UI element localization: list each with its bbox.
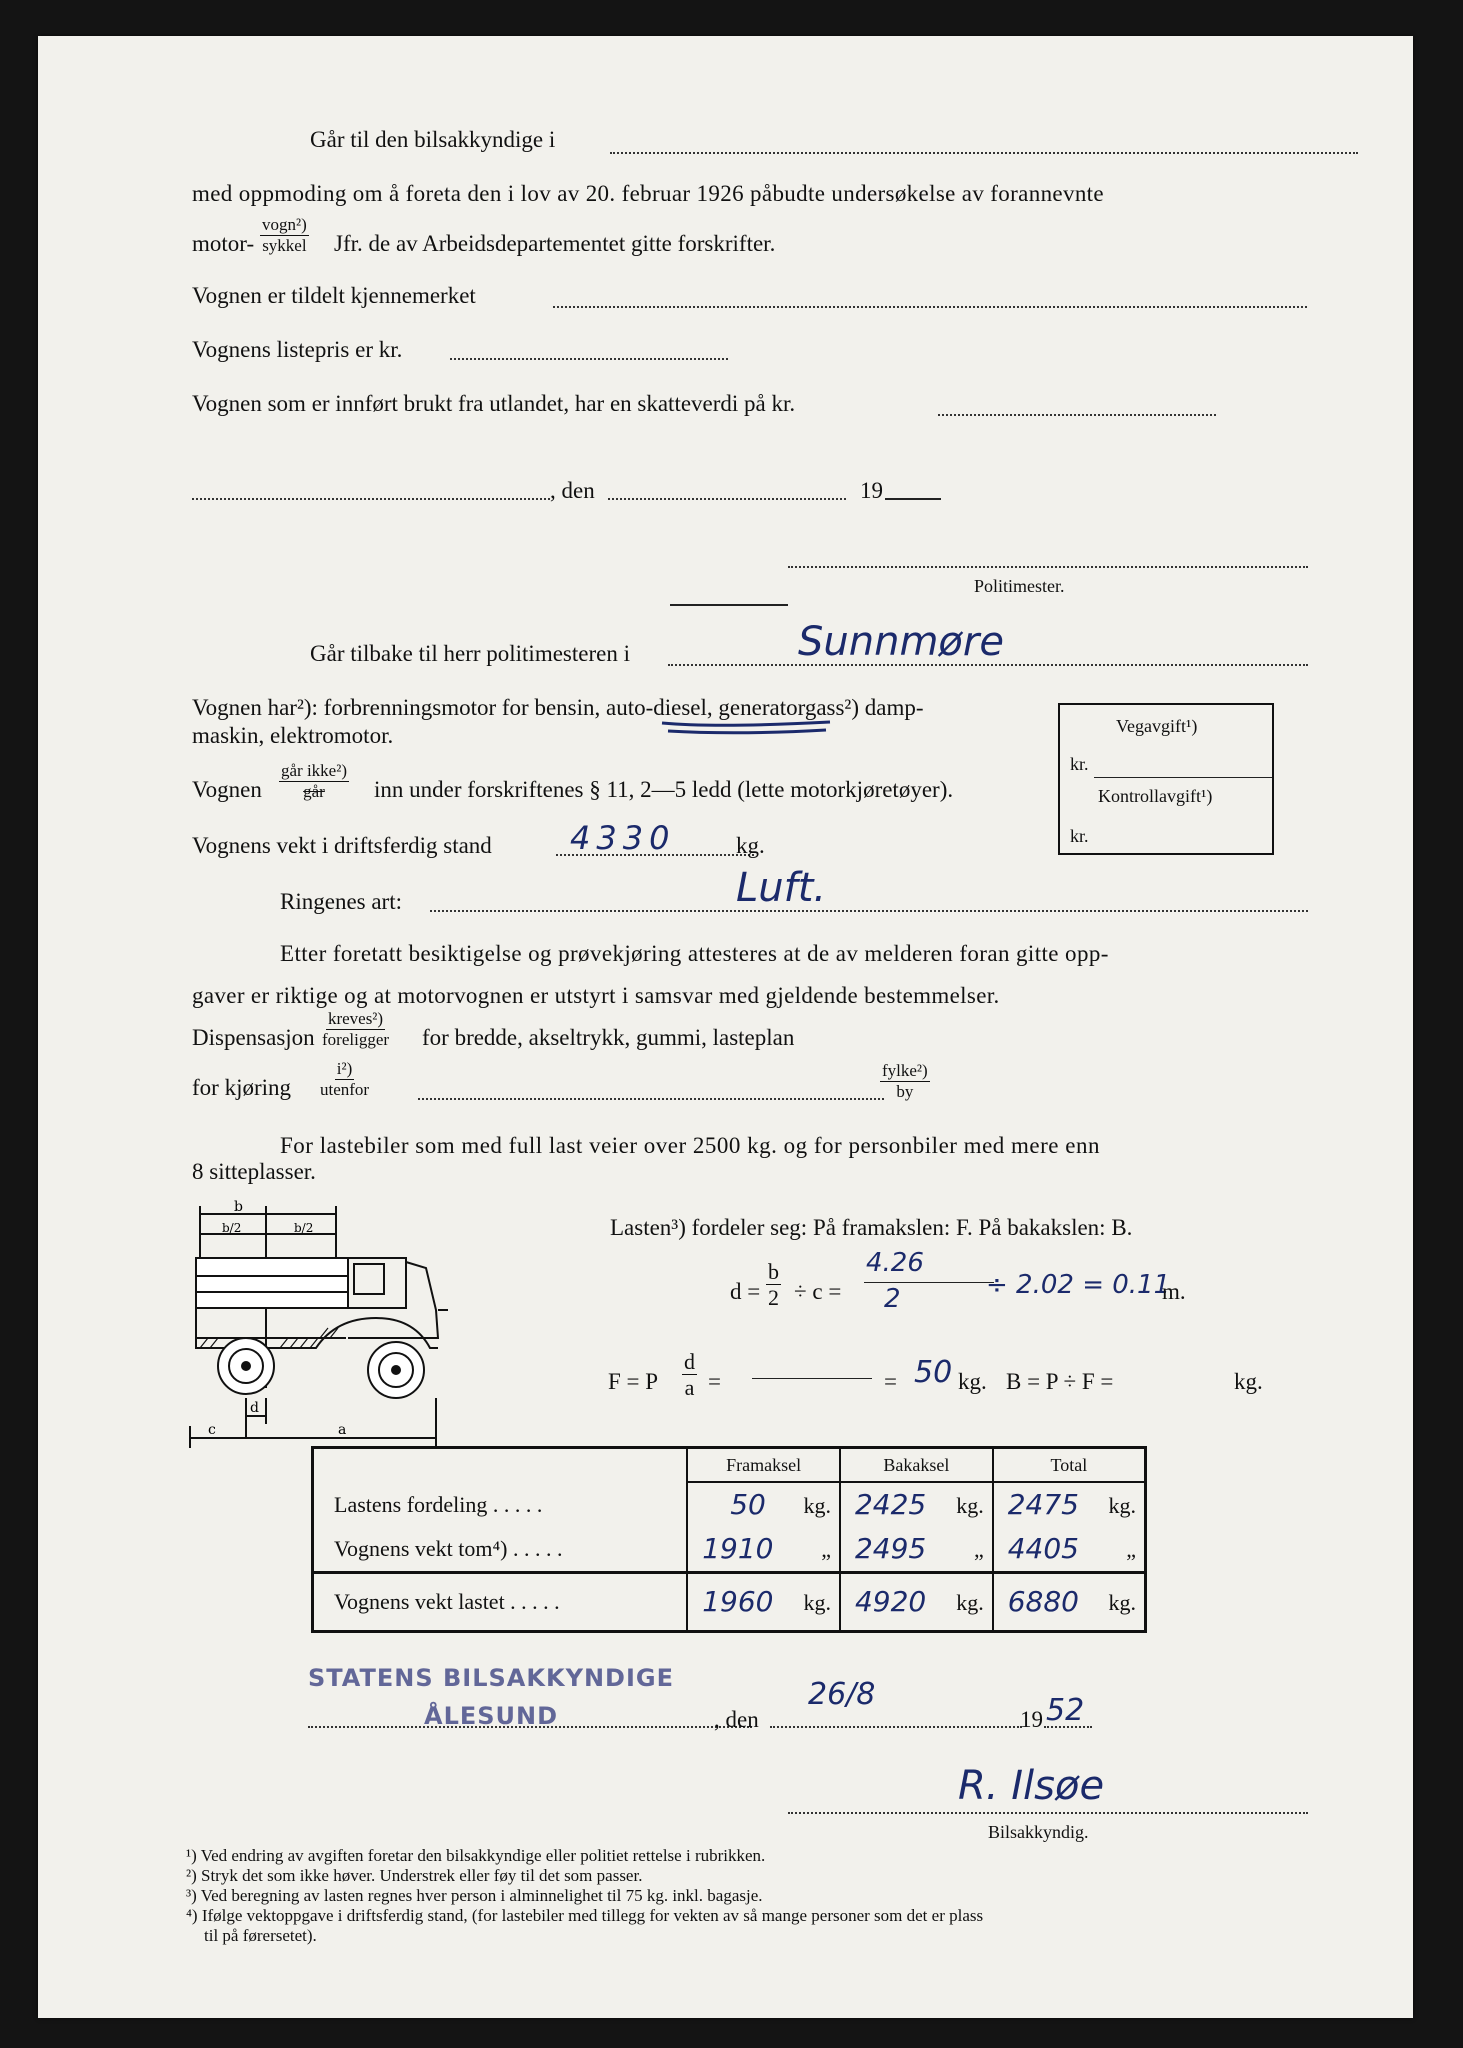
F-value: 50 [914,1355,953,1390]
cell-unit: „ [1126,1537,1136,1562]
skatteverdi-field[interactable] [938,414,1216,416]
b-over-2: $\frac{b}{2}$ [768,1259,779,1311]
tyre-field[interactable] [430,910,1308,912]
request-text: med oppmoding om å foreta den i lov av 20. februar 1926 påbudte undersøkelse av forannevnte [192,181,1104,206]
F-eq-sign: = [708,1369,721,1394]
signoff-year-value: 52 [1046,1693,1085,1728]
bilsakkyndig-label: Bilsakkyndig. [988,1822,1089,1842]
row-label: Vognens vekt lastet . . . . . [313,1573,688,1632]
load-table [311,1446,1147,1633]
signoff-year-field[interactable] [1044,1726,1092,1728]
cell-value[interactable]: 2475 [1007,1488,1079,1521]
inspector-signature: R. Ilsøe [958,1763,1105,1809]
inspector-signature-line[interactable] [788,1812,1308,1814]
B-equals: B = P ÷ F = [1006,1369,1114,1394]
engine-type-text: Vognen har²): forbrenningsmotor for bensin, auto-diesel, generatorgass²) damp- [192,695,924,720]
meter-unit: m. [1162,1279,1186,1304]
section-divider [670,604,788,606]
dim-half-b-left: b/2 [222,1221,242,1235]
d-over-a: $\frac{d}{a}$ [684,1349,695,1401]
kontrollavgift-kr: kr. [1070,826,1089,846]
dim-a: a [338,1422,347,1438]
hw-d-result: ÷ 2.02 = 0.11 [986,1270,1171,1300]
goes-back-value: Sunnmøre [798,619,1004,665]
row-label: Lastens fordeling . . . . . [313,1482,688,1527]
footnote-4: ⁴) Ifølge vektoppgave i driftsferdig stand, (for lastebiler med tillegg for vekten av så mange personer som det er plass [186,1906,984,1925]
hw-b-value: 4.26 [866,1248,924,1278]
politimester-label: Politimester. [974,576,1065,596]
cell-unit: kg. [803,1493,831,1518]
minus-c: ÷ c = [794,1279,842,1304]
row-label: Vognens vekt tom⁴) . . . . . [313,1527,688,1573]
F-fraction-line [752,1378,872,1379]
cell-value[interactable]: 50 [730,1488,766,1521]
engine-type-text-2: maskin, elektromotor. [192,723,394,748]
dim-b: b [234,1199,243,1215]
signoff-year-prefix: 19 [1020,1707,1043,1732]
date-field[interactable] [608,498,846,500]
truck-diagram [186,1198,606,1448]
cell-value[interactable]: 2495 [854,1532,927,1565]
header-total: Total [993,1448,1146,1483]
motor-fraction: vogn²) sykkel [262,215,307,255]
dim-half-b-right: b/2 [294,1221,314,1235]
vegavgift-label: Vegavgift¹) [1116,716,1198,736]
weight-label: Vognens vekt i driftsferdig stand [192,833,492,858]
header-front-axle: Framaksel [687,1448,840,1483]
vegavgift-field[interactable] [1094,777,1272,778]
footnote-3: ³) Ved beregning av lasten regnes hver person i alminnelighet til 75 kg. inkl. bagasje. [186,1886,763,1905]
signoff-den: , den [714,1707,759,1732]
listepris-field[interactable] [450,358,728,360]
light-vehicle-prefix: Vognen [192,777,262,802]
vegavgift-kr: kr. [1070,754,1089,774]
cell-unit: kg. [803,1590,831,1615]
B-unit: kg. [1234,1369,1263,1394]
tyre-value: Luft. [736,865,827,911]
form-page [38,36,1413,2018]
signoff-date-value: 26/8 [808,1677,876,1712]
cell-unit: kg. [1108,1493,1136,1518]
table-row [313,1482,1146,1527]
dim-c: c [208,1422,216,1438]
weight-value: 4330 [570,819,676,857]
dispensation-fraction: kreves²) foreligger [322,1009,390,1049]
county-fraction: fylke²) by [882,1061,928,1101]
attest-text-1: Etter foretatt besiktigelse og prøvekjøring attesteres at de av melderen foran gitte opp- [280,941,1109,966]
header-rear-axle: Bakaksel [840,1448,993,1483]
truck-text-2: 8 sitteplasser. [192,1159,316,1184]
kjennemerke-field[interactable] [553,306,1307,308]
cell-value[interactable]: 2425 [854,1488,927,1521]
skatteverdi-label: Vognen som er innført brukt fra utlandet, har en skatteverdi på kr. [192,391,796,416]
listepris-label: Vognens listepris er kr. [192,337,403,362]
cell-unit: „ [821,1537,831,1562]
dispensation-suffix: for bredde, akseltrykk, gummi, lasteplan [422,1025,795,1050]
year-field[interactable] [885,498,941,500]
cell-unit: kg. [1108,1590,1136,1615]
light-vehicle-fraction: går ikke²) går [281,761,347,801]
goes-back-label: Går tilbake til herr politimesteren i [310,641,630,666]
cell-value[interactable]: 1960 [702,1585,774,1618]
goes-to-label: Går til den bilsakkyndige i [310,127,556,152]
office-stamp: STATENS BILSAKKYNDIGE [308,1664,674,1692]
table-row [313,1573,1146,1632]
cell-value[interactable]: 4405 [1007,1532,1079,1565]
table-row [313,1527,1146,1573]
hw-fraction-line [864,1282,994,1283]
d-equals: d = [730,1279,761,1304]
F-eq-sign-2: = [884,1369,897,1394]
dim-d: d [250,1400,259,1416]
light-vehicle-suffix: inn under forskriftenes § 11, 2—5 ledd (lette motorkjøretøyer). [374,777,954,802]
footnote-1: ¹) Ved endring av avgiften foretar den bilsakkyndige eller politiet rettelse i rubrikken. [186,1846,766,1865]
hw-b-denominator: 2 [884,1284,901,1314]
F-unit: kg. [958,1369,987,1394]
kjennemerke-label: Vognen er tildelt kjennemerket [192,283,476,308]
goes-to-field[interactable] [610,152,1358,154]
driving-field[interactable] [418,1098,884,1100]
cell-unit: „ [973,1537,984,1562]
fee-box [1058,703,1274,855]
driving-fraction: i²) utenfor [320,1059,370,1099]
cell-unit: kg. [956,1493,984,1518]
footnote-4-cont: til på førersetet). [204,1926,317,1945]
load-distribution-text: Lasten³) fordeler seg: På framakslen: F. På bakakslen: B. [610,1215,1133,1240]
driving-prefix: for kjøring [192,1075,292,1100]
cell-value[interactable]: 4920 [854,1585,927,1618]
year-prefix: 19 [860,478,883,503]
motor-prefix: motor- [192,231,255,256]
signoff-date-field[interactable] [770,1726,1022,1728]
kontrollavgift-label: Kontrollavgift¹) [1098,786,1213,806]
attest-text-2: gaver er riktige og at motorvognen er utstyrt i samsvar med gjeldende bestemmelser. [192,983,1000,1008]
dispensation-prefix: Dispensasjon [192,1025,315,1050]
auto-diesel-underline [658,719,838,739]
cell-unit: kg. [956,1590,984,1615]
place-field[interactable] [192,498,550,500]
weight-unit: kg. [736,833,765,858]
motor-suffix: Jfr. de av Arbeidsdepartementet gitte forskrifter. [334,231,776,256]
cell-value[interactable]: 6880 [1007,1585,1079,1618]
cell-value[interactable]: 1910 [702,1532,774,1565]
footnote-2: ²) Stryk det som ikke høver. Understrek eller føy til det som passer. [186,1866,643,1885]
place-signoff-field[interactable] [308,1726,752,1728]
tyre-label: Ringenes art: [280,889,402,914]
truck-text-1: For lastebiler som med full last veier over 2500 kg. og for personbiler med mere enn [280,1133,1100,1158]
politimester-signature-line[interactable] [788,566,1308,568]
F-equals: F = P [608,1369,659,1394]
den-label: , den [550,478,595,503]
office-stamp-city: ÅLESUND [424,1702,559,1730]
